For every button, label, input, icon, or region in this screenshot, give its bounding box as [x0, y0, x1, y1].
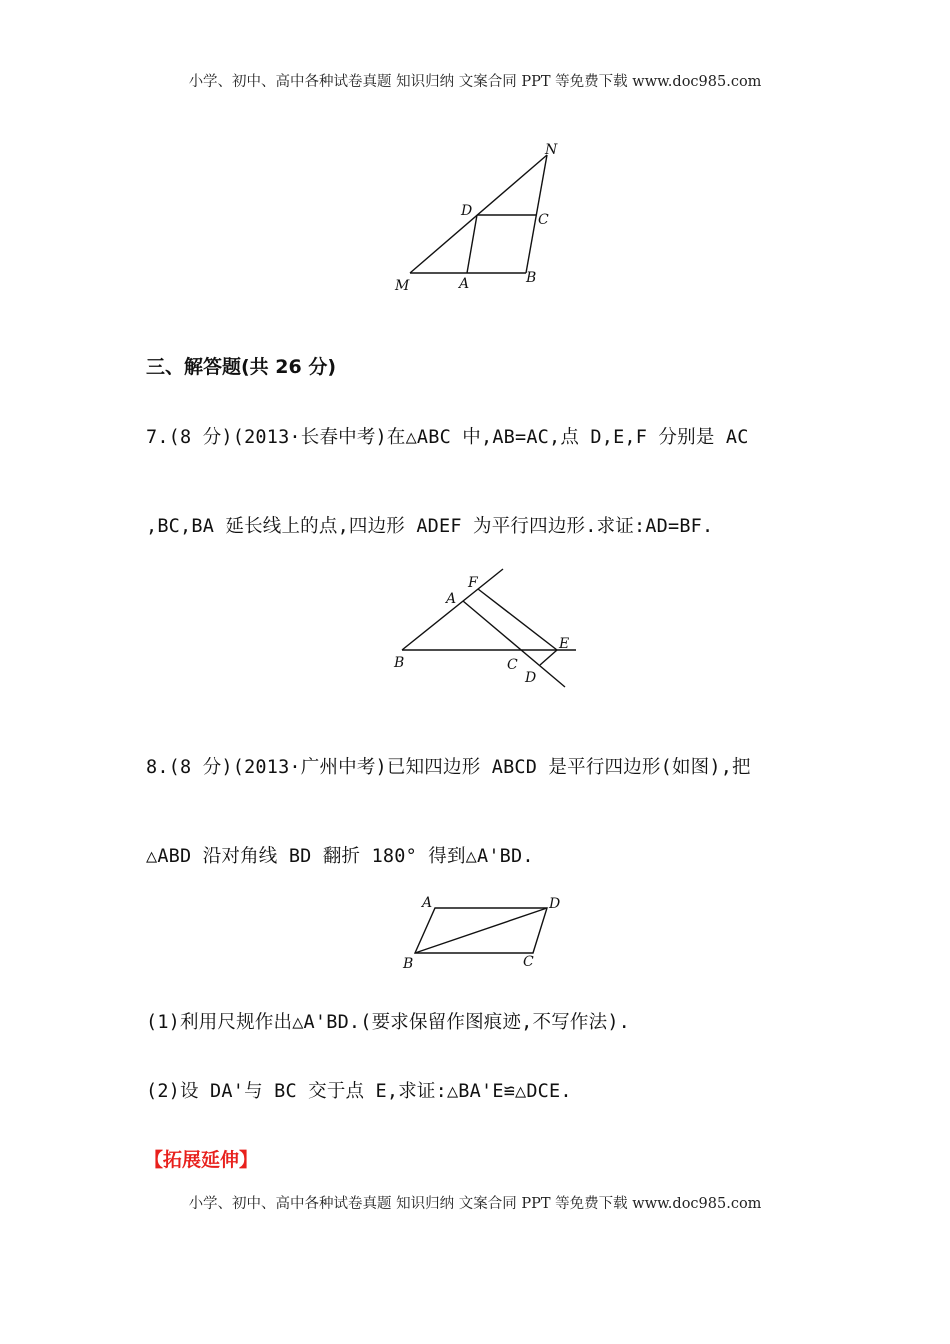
label-a: A [446, 591, 457, 607]
label-d: D [461, 203, 473, 219]
q8-line1: 8.(8 分)(2013·广州中考)已知四边形 ABCD 是平行四边形(如图),把 [146, 757, 751, 778]
q7-line2: ,BC,BA 延长线上的点,四边形 ADEF 为平行四边形.求证:AD=BF. [146, 516, 714, 537]
label-d: D [525, 670, 537, 686]
line-bf-extended [402, 569, 503, 650]
label-n: N [545, 142, 558, 158]
page-footer: 小学、初中、高中各种试卷真题 知识归纳 文案合同 PPT 等免费下载 www.doc985.com [188, 1196, 762, 1212]
figure-triangle-adef [385, 565, 595, 690]
q7-line1: 7.(8 分)(2013·长春中考)在△ABC 中,AB=AC,点 D,E,F 分别是 AC [146, 427, 749, 448]
label-c: C [523, 954, 534, 970]
label-m: M [395, 278, 410, 294]
line-da [467, 215, 477, 273]
diagonal-bd [415, 908, 547, 953]
label-b: B [403, 956, 414, 972]
q8-part2: (2)设 DA'与 BC 交于点 E,求证:△BA'E≌△DCE. [146, 1081, 572, 1102]
label-e: E [559, 636, 570, 652]
line-ed [540, 650, 557, 665]
line-mn [410, 155, 547, 273]
label-a: A [459, 276, 470, 292]
q8-line2: △ABD 沿对角线 BD 翻折 180° 得到△A'BD. [146, 846, 534, 867]
page-header: 小学、初中、高中各种试卷真题 知识归纳 文案合同 PPT 等免费下载 www.doc985.com [188, 74, 762, 90]
figure-parallelogram-abcd [395, 890, 575, 975]
label-b: B [394, 655, 405, 671]
label-c: C [538, 212, 549, 228]
line-fe [478, 589, 557, 650]
label-c: C [507, 657, 518, 673]
label-d: D [549, 896, 561, 912]
label-f: F [468, 575, 478, 591]
q8-part1: (1)利用尺规作出△A'BD.(要求保留作图痕迹,不写作法). [146, 1012, 630, 1033]
label-a: A [422, 895, 433, 911]
label-b: B [526, 270, 537, 286]
extension-heading: 【拓展延伸】 [144, 1149, 259, 1171]
section-title: 三、解答题(共 26 分) [146, 356, 337, 378]
figure-parallelogram-mn [380, 135, 580, 300]
